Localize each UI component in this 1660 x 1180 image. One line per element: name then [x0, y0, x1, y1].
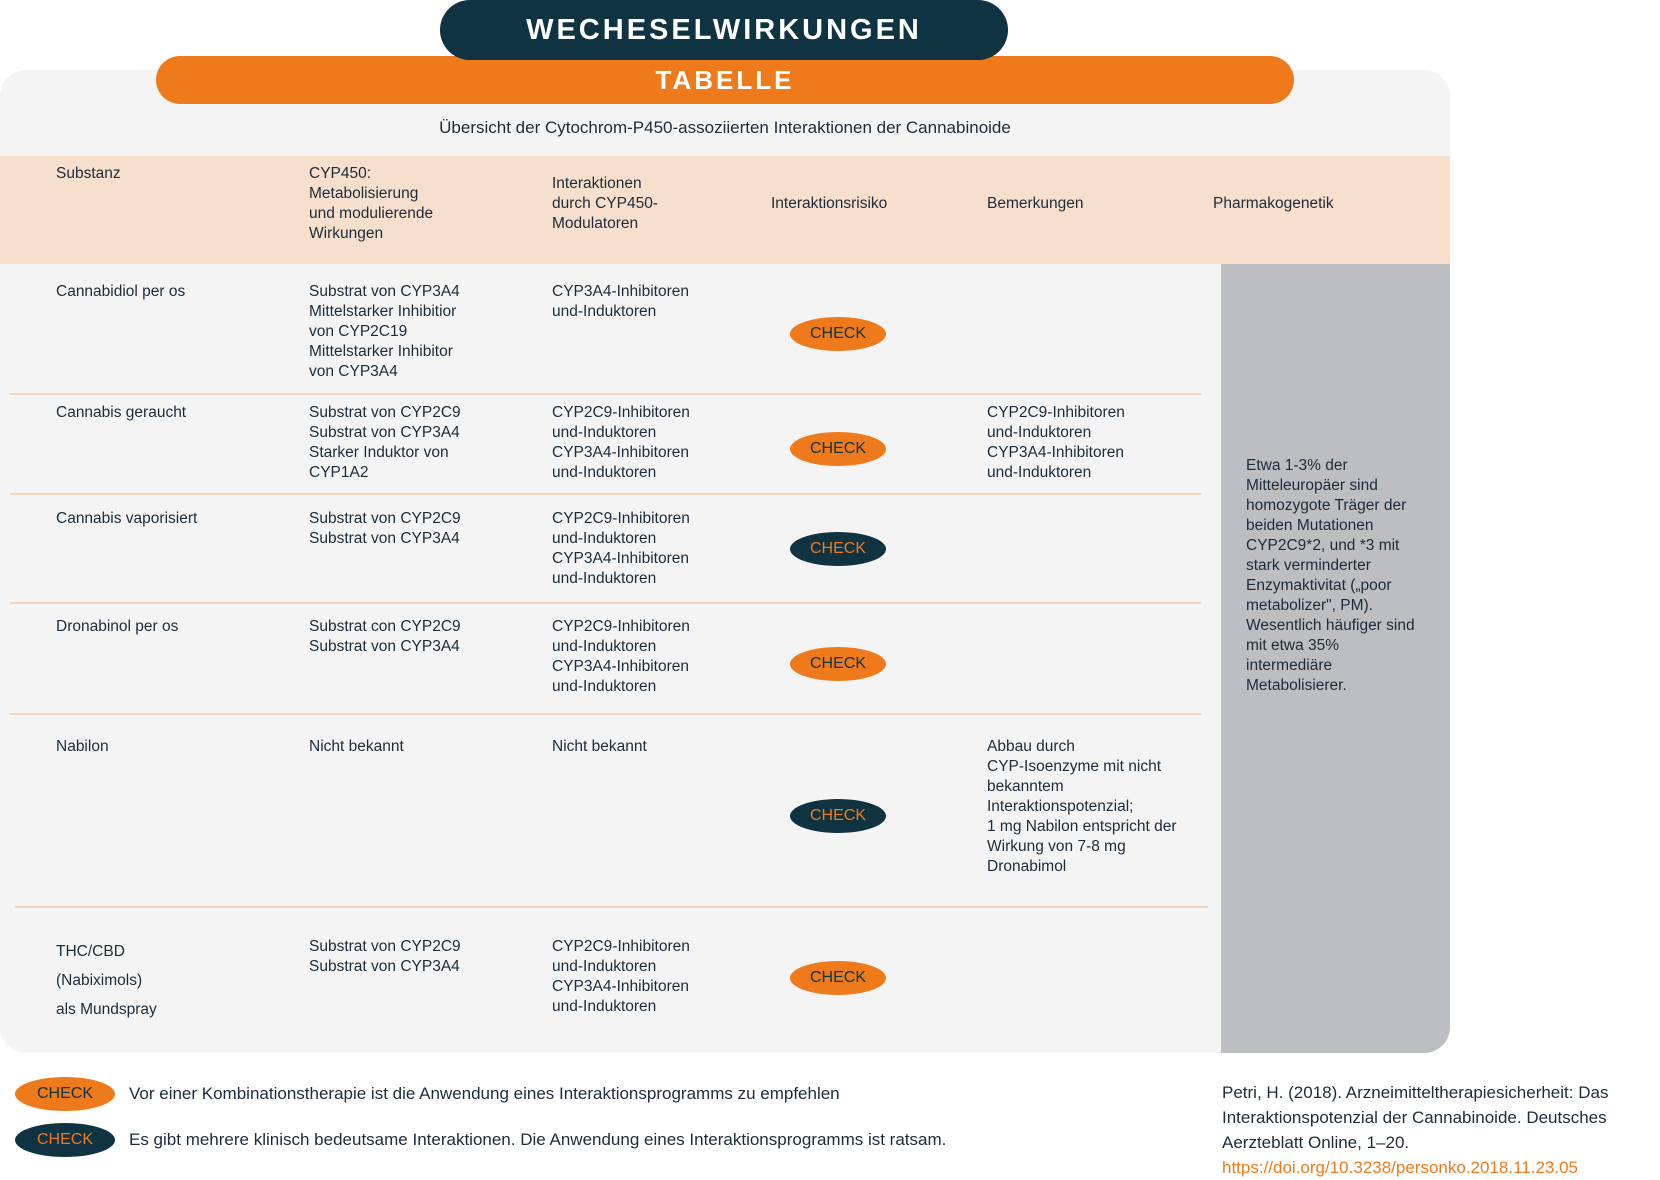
row-divider	[10, 393, 1201, 395]
cell-substanz: Cannabidiol per os	[56, 283, 186, 300]
row-divider	[10, 602, 1201, 604]
cell-substanz: Dronabinol per os	[56, 618, 179, 635]
cell-cyp450: Substrat von CYP2C9 Substrat von CYP3A4	[309, 938, 461, 975]
risk-check-badge: CHECK	[790, 961, 886, 995]
cell-interaktionen: CYP2C9-Inhibitoren und-Induktoren CYP3A4-Inhibitoren und-Induktoren	[552, 510, 690, 587]
legend-check-badge: CHECK	[15, 1123, 115, 1157]
risk-check-badge: CHECK	[790, 532, 886, 566]
cell-substanz: Nabilon	[56, 738, 109, 755]
column-header-bemerkungen: Bemerkungen	[987, 195, 1084, 212]
column-header-pharmakogenetik: Pharmakogenetik	[1213, 195, 1334, 212]
cell-cyp450: Substrat von CYP3A4 Mittelstarker Inhibitior von CYP2C19 Mittelstarker Inhibitor von CYP3A4	[309, 283, 460, 380]
row-divider	[15, 906, 1208, 908]
risk-check-badge: CHECK	[790, 317, 886, 351]
row-divider	[10, 713, 1201, 715]
page-subtitle: TABELLE	[156, 56, 1294, 104]
column-header-interaktionen: Interaktionen durch CYP450- Modulatoren	[552, 175, 658, 232]
cell-interaktionen: Nicht bekannt	[552, 738, 647, 755]
cell-bemerkungen: CYP2C9-Inhibitoren und-Induktoren CYP3A4-Inhibitoren und-Induktoren	[987, 404, 1125, 481]
legend-text: Es gibt mehrere klinisch bedeutsame Interaktionen. Die Anwendung eines Interaktionsprogramms ist ratsam.	[129, 1130, 947, 1149]
table-caption: Übersicht der Cytochrom-P450-assoziierten Interaktionen der Cannabinoide	[439, 118, 1011, 137]
cell-interaktionen: CYP2C9-Inhibitoren und-Induktoren CYP3A4-Inhibitoren und-Induktoren	[552, 404, 690, 481]
cell-cyp450: Substrat con CYP2C9 Substrat von CYP3A4	[309, 618, 461, 655]
table-panel	[0, 70, 1450, 1053]
cell-cyp450: Substrat von CYP2C9 Substrat von CYP3A4	[309, 510, 461, 547]
cell-cyp450: Substrat von CYP2C9 Substrat von CYP3A4 Starker Induktor von CYP1A2	[309, 404, 461, 481]
page-title: WECHESELWIRKUNGEN	[440, 0, 1008, 60]
pharmakogenetik-text: Etwa 1-3% der Mitteleuropäer sind homozygote Träger der beiden Mutationen CYP2C9*2, und *3 mit stark verminderter Enzymaktivitat („poor metabolizer", PM). Wesentlich häufiger sind mit etwa 35% intermediäre Metabolisierer.	[1246, 457, 1415, 694]
cell-substanz: THC/CBD (Nabiximols) als Mundspray	[56, 943, 157, 1018]
citation	[1222, 1080, 1652, 1180]
legend-item-orange	[15, 1077, 840, 1111]
column-header-cyp450: CYP450: Metabolisierung und modulierende Wirkungen	[309, 165, 434, 242]
legend-text: Vor einer Kombinationstherapie ist die Anwendung eines Interaktionsprogramms zu empfehlen	[129, 1084, 840, 1103]
risk-check-badge: CHECK	[790, 432, 886, 466]
cell-bemerkungen: Abbau durch CYP-Isoenzyme mit nicht bekanntem Interaktionspotenzial; 1 mg Nabilon entspricht der Wirkung von 7-8 mg Dronabimol	[987, 738, 1177, 875]
cell-substanz: Cannabis geraucht	[56, 404, 187, 421]
cell-interaktionen: CYP2C9-Inhibitoren und-Induktoren CYP3A4-Inhibitoren und-Induktoren	[552, 618, 690, 695]
risk-check-badge: CHECK	[790, 799, 886, 833]
risk-check-badge: CHECK	[790, 647, 886, 681]
table-header	[0, 156, 1450, 264]
citation-text: Petri, H. (2018). Arzneimitteltherapiesicherheit: Das Interaktionspotenzial der Cannabinoide. Deutsches Aerzteblatt Online, 1–20.	[1222, 1083, 1609, 1152]
column-header-substanz: Substanz	[56, 165, 121, 182]
legend-check-badge: CHECK	[15, 1077, 115, 1111]
cell-interaktionen: CYP2C9-Inhibitoren und-Induktoren CYP3A4-Inhibitoren und-Induktoren	[552, 938, 690, 1015]
cell-substanz: Cannabis vaporisiert	[56, 510, 198, 527]
row-divider	[10, 493, 1201, 495]
legend-item-dark	[15, 1123, 946, 1157]
doi-link[interactable]: https://doi.org/10.3238/personko.2018.11.23.05	[1222, 1158, 1579, 1177]
cell-cyp450: Nicht bekannt	[309, 738, 404, 755]
column-header-interaktionsrisiko: Interaktionsrisiko	[771, 195, 888, 212]
cell-interaktionen: CYP3A4-Inhibitoren und-Induktoren	[552, 283, 689, 320]
